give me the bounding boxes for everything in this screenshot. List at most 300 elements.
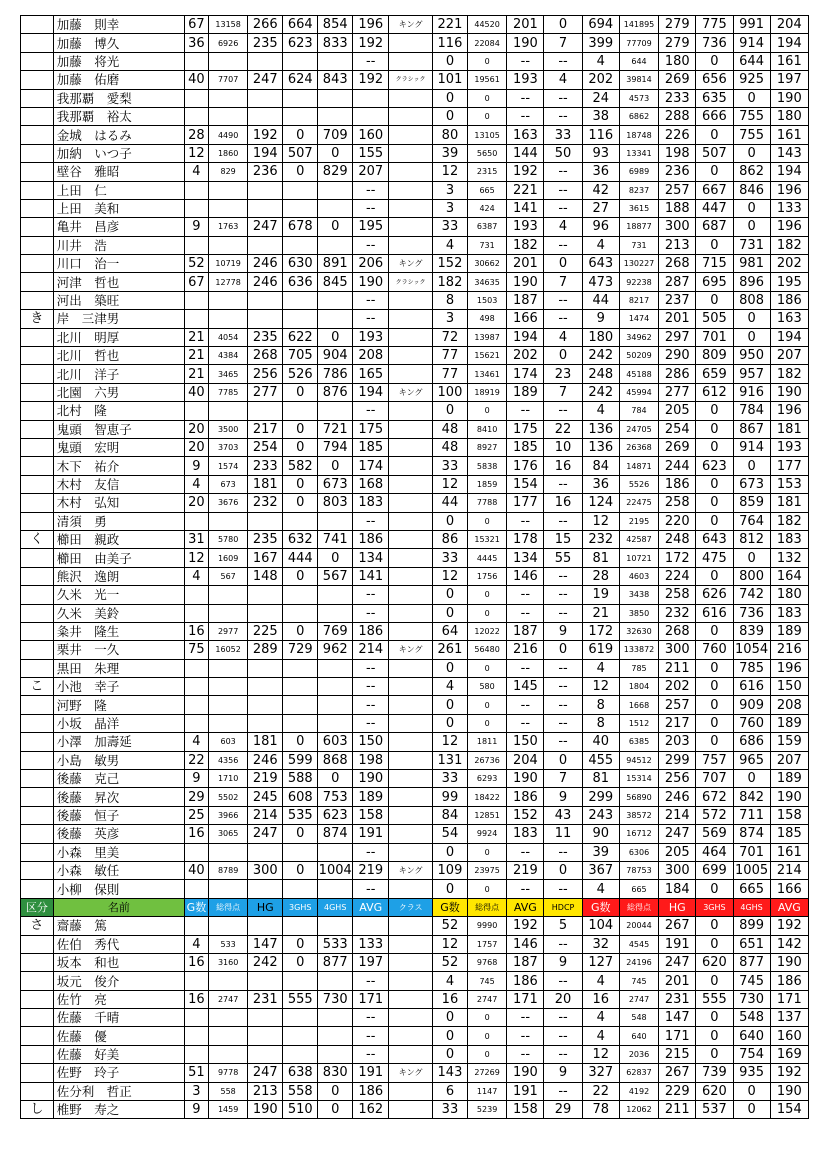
stat-cell: 0 — [283, 420, 318, 438]
stat-cell: 196 — [353, 16, 389, 34]
stat-cell: 109 — [432, 861, 467, 879]
player-name: 坂本 和也 — [53, 953, 184, 971]
stat-cell: 224 — [659, 567, 696, 585]
stat-cell: 39814 — [619, 71, 658, 89]
stat-cell: 64 — [432, 622, 467, 640]
stat-cell: 300 — [659, 641, 696, 659]
stat-cell: -- — [544, 1082, 582, 1100]
stat-cell: 950 — [733, 347, 770, 365]
stat-cell: 169 — [770, 1045, 808, 1063]
stat-cell: 0 — [467, 714, 506, 732]
stat-cell: 42 — [582, 181, 619, 199]
stat-cell: 189 — [507, 383, 544, 401]
table-row — [21, 641, 809, 659]
stat-cell: 498 — [467, 310, 506, 328]
stat-cell: 877 — [318, 953, 353, 971]
player-name: 後藤 恒子 — [53, 806, 184, 824]
stat-cell: 242 — [248, 953, 283, 971]
stat-cell: 219 — [248, 770, 283, 788]
stat-cell: 0 — [432, 880, 467, 898]
player-name: 北園 六男 — [53, 383, 184, 401]
stat-cell: 269 — [659, 71, 696, 89]
stat-cell: 247 — [248, 1064, 283, 1082]
player-name: 上田 美和 — [53, 199, 184, 217]
stat-cell: 0 — [696, 733, 733, 751]
stat-cell: 0 — [696, 512, 733, 530]
stat-cell: 15314 — [619, 770, 658, 788]
stat-cell: 143 — [770, 144, 808, 162]
player-name: 河出 築旺 — [53, 291, 184, 309]
stat-cell: 1503 — [467, 291, 506, 309]
stat-cell: 183 — [770, 530, 808, 548]
stat-cell — [318, 1045, 353, 1063]
player-name: 小坂 晶洋 — [53, 714, 184, 732]
player-name: 河野 隆 — [53, 696, 184, 714]
stat-cell: 186 — [659, 475, 696, 493]
stat-cell: 172 — [659, 549, 696, 567]
player-name: 後藤 昇次 — [53, 788, 184, 806]
stat-cell: 868 — [318, 751, 353, 769]
section-kana — [21, 255, 54, 273]
stat-cell: 711 — [733, 806, 770, 824]
table-row — [21, 861, 809, 879]
stat-cell: 701 — [733, 843, 770, 861]
stat-cell: 12 — [582, 512, 619, 530]
stat-cell: 8 — [582, 714, 619, 732]
stat-cell: 686 — [733, 733, 770, 751]
stat-cell: 812 — [733, 530, 770, 548]
stat-cell: 1710 — [208, 770, 247, 788]
stat-cell: 0 — [544, 347, 582, 365]
stat-cell: 202 — [770, 255, 808, 273]
stat-cell: 3703 — [208, 438, 247, 456]
stat-cell: 190 — [770, 788, 808, 806]
section-kana: し — [21, 1101, 54, 1119]
stat-cell: 190 — [507, 1064, 544, 1082]
stat-cell: 0 — [467, 843, 506, 861]
stat-cell: 18919 — [467, 383, 506, 401]
stat-cell: 794 — [318, 438, 353, 456]
stat-cell: 180 — [770, 107, 808, 125]
stat-cell: 193 — [507, 218, 544, 236]
stat-cell: 7788 — [467, 494, 506, 512]
stat-cell: 8789 — [208, 861, 247, 879]
stat-cell: 4445 — [467, 549, 506, 567]
stat-cell: 8 — [432, 291, 467, 309]
stat-cell: 152 — [507, 806, 544, 824]
stat-cell: 5239 — [467, 1101, 506, 1119]
stat-cell: 3676 — [208, 494, 247, 512]
stat-cell: 205 — [659, 843, 696, 861]
stat-cell: 171 — [353, 990, 389, 1008]
stat-cell: 258 — [659, 494, 696, 512]
stat-cell: 248 — [659, 530, 696, 548]
stat-cell: 5650 — [467, 144, 506, 162]
stat-cell: 36 — [582, 163, 619, 181]
table-row — [21, 328, 809, 346]
stat-cell: 4054 — [208, 328, 247, 346]
stat-cell: 187 — [507, 622, 544, 640]
stat-cell: -- — [353, 199, 389, 217]
stat-cell: 197 — [353, 953, 389, 971]
stat-cell: 164 — [770, 567, 808, 585]
stat-cell: 9 — [544, 953, 582, 971]
stat-cell: 4 — [184, 567, 208, 585]
stat-cell: 6385 — [619, 733, 658, 751]
stat-cell: 0 — [432, 402, 467, 420]
stat-cell: 24705 — [619, 420, 658, 438]
stat-cell: 193 — [353, 328, 389, 346]
stat-cell: 150 — [353, 733, 389, 751]
table-row — [21, 365, 809, 383]
table-row — [21, 457, 809, 475]
stat-cell: 52 — [184, 255, 208, 273]
section-kana — [21, 218, 54, 236]
stat-cell: -- — [544, 512, 582, 530]
stat-cell: 678 — [283, 218, 318, 236]
stat-cell: 619 — [582, 641, 619, 659]
stat-cell: 182 — [770, 365, 808, 383]
stat-cell: 26736 — [467, 751, 506, 769]
stat-cell — [283, 291, 318, 309]
stat-cell — [184, 659, 208, 677]
stat-cell: 12 — [184, 549, 208, 567]
stat-cell: 0 — [733, 1082, 770, 1100]
section-kana — [21, 751, 54, 769]
stat-cell: 444 — [283, 549, 318, 567]
stat-cell: 0 — [432, 1045, 467, 1063]
stat-cell: 6862 — [619, 107, 658, 125]
table-row — [21, 236, 809, 254]
stat-cell: 4603 — [619, 567, 658, 585]
stat-cell — [353, 917, 389, 935]
stat-cell: -- — [507, 107, 544, 125]
stat-cell: 760 — [733, 714, 770, 732]
stat-cell: 0 — [432, 512, 467, 530]
header-cell: 名前 — [53, 898, 184, 916]
stat-cell: 189 — [770, 714, 808, 732]
stat-cell: 16 — [184, 825, 208, 843]
stat-cell: 198 — [659, 144, 696, 162]
class-cell — [389, 218, 433, 236]
player-name: 小森 里美 — [53, 843, 184, 861]
stat-cell: 7785 — [208, 383, 247, 401]
stat-cell: 731 — [619, 236, 658, 254]
class-cell — [389, 1082, 433, 1100]
table-row — [21, 181, 809, 199]
stat-cell — [283, 236, 318, 254]
stat-cell: 131 — [432, 751, 467, 769]
stat-cell: 0 — [467, 696, 506, 714]
stat-cell — [184, 678, 208, 696]
stat-cell: 0 — [696, 291, 733, 309]
player-name: 北川 明厚 — [53, 328, 184, 346]
stat-cell: 0 — [467, 586, 506, 604]
stat-cell: 190 — [248, 1101, 283, 1119]
stat-cell: 715 — [696, 255, 733, 273]
stat-cell: 729 — [283, 641, 318, 659]
stat-cell: 4 — [184, 935, 208, 953]
stat-cell: 194 — [770, 163, 808, 181]
header-cell: AVG — [507, 898, 544, 916]
class-cell — [389, 181, 433, 199]
stat-cell: 186 — [353, 622, 389, 640]
stat-cell: 0 — [696, 1045, 733, 1063]
stat-cell: -- — [353, 972, 389, 990]
table-row — [21, 438, 809, 456]
stat-cell: 6293 — [467, 770, 506, 788]
stat-cell — [184, 181, 208, 199]
stat-cell: 0 — [432, 89, 467, 107]
stat-cell: 205 — [659, 402, 696, 420]
stat-cell: -- — [544, 567, 582, 585]
stat-cell: 235 — [248, 530, 283, 548]
stat-cell — [248, 1027, 283, 1045]
stat-cell: 8410 — [467, 420, 506, 438]
table-row — [21, 273, 809, 291]
table-row — [21, 475, 809, 493]
stat-cell: -- — [544, 236, 582, 254]
stat-cell: 244 — [659, 457, 696, 475]
table-row — [21, 714, 809, 732]
stat-cell: 13341 — [619, 144, 658, 162]
stat-cell: 3465 — [208, 365, 247, 383]
section-kana — [21, 567, 54, 585]
stat-cell: -- — [353, 843, 389, 861]
stat-cell — [184, 843, 208, 861]
stat-cell: -- — [544, 972, 582, 990]
stat-cell: 4 — [544, 218, 582, 236]
stat-cell — [248, 972, 283, 990]
table-row — [21, 659, 809, 677]
stat-cell — [184, 291, 208, 309]
stat-cell: 77 — [432, 347, 467, 365]
table-row — [21, 383, 809, 401]
section-kana — [21, 16, 54, 34]
class-cell — [389, 1027, 433, 1045]
stat-cell: 242 — [582, 347, 619, 365]
class-cell: キング — [389, 641, 433, 659]
stat-cell: 192 — [353, 34, 389, 52]
stat-cell: -- — [544, 659, 582, 677]
player-name: 北川 哲也 — [53, 347, 184, 365]
class-cell — [389, 457, 433, 475]
stat-cell: 163 — [770, 310, 808, 328]
stat-cell — [184, 714, 208, 732]
stat-cell: 100 — [432, 383, 467, 401]
stat-cell: 22475 — [619, 494, 658, 512]
table-row — [21, 530, 809, 548]
stat-cell: 177 — [770, 457, 808, 475]
stat-cell — [283, 972, 318, 990]
stat-cell — [318, 291, 353, 309]
stat-cell: -- — [544, 310, 582, 328]
stat-cell: 201 — [659, 972, 696, 990]
stat-cell: 136 — [582, 420, 619, 438]
stat-cell: 176 — [507, 457, 544, 475]
stat-cell: -- — [353, 880, 389, 898]
stat-cell: 701 — [696, 328, 733, 346]
stat-cell: 623 — [696, 457, 733, 475]
stat-cell: 187 — [507, 953, 544, 971]
stat-cell: 0 — [467, 1045, 506, 1063]
stat-cell: 197 — [770, 71, 808, 89]
stat-cell: 235 — [248, 328, 283, 346]
stat-cell: 81 — [582, 549, 619, 567]
stat-cell: 171 — [770, 990, 808, 1008]
stat-cell — [283, 880, 318, 898]
stat-cell — [318, 659, 353, 677]
stat-cell: 192 — [353, 71, 389, 89]
stat-cell: 4 — [582, 52, 619, 70]
stat-cell: 0 — [696, 494, 733, 512]
stat-cell — [208, 310, 247, 328]
stat-cell: 27 — [582, 199, 619, 217]
stat-cell — [248, 1045, 283, 1063]
stat-cell: 153 — [770, 475, 808, 493]
stat-cell: 0 — [432, 52, 467, 70]
class-cell: クラシック — [389, 71, 433, 89]
stat-cell — [353, 107, 389, 125]
stat-cell: 21 — [184, 328, 208, 346]
stat-cell: 219 — [353, 861, 389, 879]
stat-cell: 464 — [696, 843, 733, 861]
stat-cell: 664 — [283, 16, 318, 34]
stat-cell: 4 — [582, 880, 619, 898]
stat-cell: 28 — [184, 126, 208, 144]
stat-cell: 246 — [248, 751, 283, 769]
stat-cell: 12778 — [208, 273, 247, 291]
stat-cell — [283, 678, 318, 696]
stat-cell: 965 — [733, 751, 770, 769]
stat-cell — [248, 310, 283, 328]
stat-cell: 187 — [507, 291, 544, 309]
stat-cell: 158 — [353, 806, 389, 824]
stat-cell: 0 — [733, 199, 770, 217]
stat-cell — [318, 586, 353, 604]
stat-cell: 182 — [432, 273, 467, 291]
stat-cell: 116 — [582, 126, 619, 144]
player-name: 鬼頭 宏明 — [53, 438, 184, 456]
stat-cell: 216 — [507, 641, 544, 659]
stat-cell: 739 — [696, 1064, 733, 1082]
stat-cell: 0 — [432, 659, 467, 677]
table-row — [21, 733, 809, 751]
stat-cell: 50 — [544, 144, 582, 162]
stat-cell — [208, 52, 247, 70]
stat-cell — [318, 310, 353, 328]
stat-cell — [283, 181, 318, 199]
stat-cell: 190 — [770, 953, 808, 971]
table-row — [21, 1009, 809, 1027]
stat-cell: 181 — [770, 420, 808, 438]
stat-cell — [283, 89, 318, 107]
section-kana — [21, 641, 54, 659]
stat-cell: 12 — [432, 567, 467, 585]
class-cell — [389, 733, 433, 751]
stat-cell: 0 — [283, 935, 318, 953]
stat-cell: 148 — [248, 567, 283, 585]
section-kana — [21, 880, 54, 898]
class-cell — [389, 438, 433, 456]
stat-cell: 182 — [770, 512, 808, 530]
player-name: 小森 敏任 — [53, 861, 184, 879]
class-cell — [389, 328, 433, 346]
stat-cell: 0 — [696, 1009, 733, 1027]
stat-cell: -- — [544, 402, 582, 420]
stat-cell: 189 — [770, 622, 808, 640]
stat-cell: 40 — [184, 861, 208, 879]
stat-cell: 141 — [507, 199, 544, 217]
stat-cell: 22 — [184, 751, 208, 769]
stat-cell — [184, 1027, 208, 1045]
stat-cell: 4192 — [619, 1082, 658, 1100]
stat-cell: 80 — [432, 126, 467, 144]
stat-cell: 1668 — [619, 696, 658, 714]
stat-cell: 745 — [619, 972, 658, 990]
stat-cell: 6 — [432, 1082, 467, 1100]
class-cell — [389, 512, 433, 530]
stat-cell: 935 — [733, 1064, 770, 1082]
class-cell — [389, 199, 433, 217]
stat-cell: -- — [544, 733, 582, 751]
stat-cell: 99 — [432, 788, 467, 806]
stat-cell — [184, 199, 208, 217]
stat-cell: -- — [353, 291, 389, 309]
stat-cell: 94512 — [619, 751, 658, 769]
stat-cell — [283, 52, 318, 70]
stat-cell: 548 — [619, 1009, 658, 1027]
stat-cell: 0 — [283, 622, 318, 640]
table-row — [21, 825, 809, 843]
class-cell — [389, 163, 433, 181]
stat-cell: 185 — [507, 438, 544, 456]
class-cell — [389, 917, 433, 935]
stat-cell: 9924 — [467, 825, 506, 843]
stat-cell: 0 — [432, 604, 467, 622]
section-kana — [21, 291, 54, 309]
stat-cell: 189 — [353, 788, 389, 806]
stat-cell: 572 — [696, 806, 733, 824]
stat-cell: 180 — [582, 328, 619, 346]
table-row — [21, 604, 809, 622]
stat-cell: 622 — [283, 328, 318, 346]
stat-cell: 632 — [283, 530, 318, 548]
class-cell — [389, 1009, 433, 1027]
section-kana — [21, 696, 54, 714]
header-cell: 総得点 — [619, 898, 658, 916]
stat-cell: 183 — [770, 604, 808, 622]
stat-cell: 300 — [659, 861, 696, 879]
stat-cell: 132 — [770, 549, 808, 567]
stat-cell: 33 — [432, 218, 467, 236]
stat-cell: 247 — [659, 825, 696, 843]
stat-cell: 195 — [770, 273, 808, 291]
class-cell — [389, 530, 433, 548]
class-cell — [389, 770, 433, 788]
player-name: 佐竹 亮 — [53, 990, 184, 1008]
stat-cell: 51 — [184, 1064, 208, 1082]
stat-cell: 730 — [318, 990, 353, 1008]
stat-cell: 753 — [318, 788, 353, 806]
stat-cell: 38572 — [619, 806, 658, 824]
stat-cell: 1459 — [208, 1101, 247, 1119]
stat-cell — [283, 1045, 318, 1063]
stat-cell: 623 — [318, 806, 353, 824]
stat-cell: 201 — [507, 16, 544, 34]
stat-cell: -- — [507, 586, 544, 604]
stat-cell: 150 — [507, 733, 544, 751]
